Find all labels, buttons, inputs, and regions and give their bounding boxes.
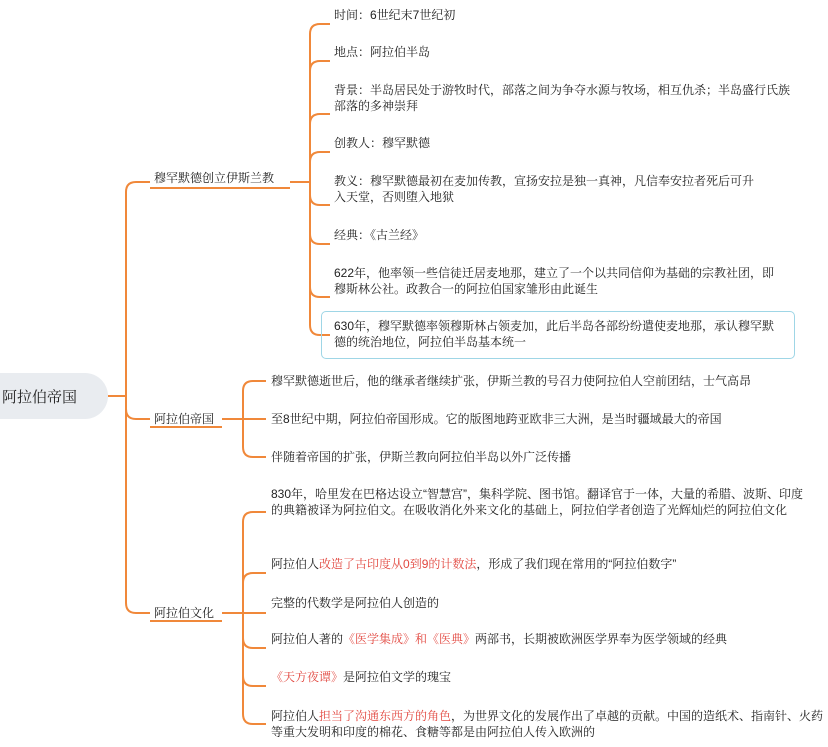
leaf-algebra[interactable] (271, 595, 811, 611)
branch3-link-3 (243, 613, 266, 648)
branch1-link-5 (310, 182, 330, 244)
branch3-link-5 (243, 613, 266, 724)
leaf-text: 创教人：穆罕默德 (334, 136, 431, 150)
leaf-time[interactable] (334, 7, 804, 23)
leaf-doctrine[interactable] (334, 173, 754, 205)
branch-label: 阿拉伯帝国 (154, 412, 215, 426)
root-link-0 (126, 182, 150, 396)
branch2-link-0 (243, 381, 266, 419)
leaf-text: 两部书，长期被欧洲医学界奉为医学领域的经典 (475, 632, 728, 646)
branch3-link-1 (243, 573, 266, 613)
branch1-link-1 (310, 61, 330, 182)
leaf-text: ，为世界文化的发展作出了卓越的贡献。中国的造纸术、指南针、火药等重大发明和印度的棉花、食糖等都是由阿拉伯人传入欧洲的 (271, 709, 824, 739)
highlight-text: 担当了沟通东西方的角色 (319, 709, 452, 723)
leaf-text: 时间：6世纪末7世纪初 (334, 8, 456, 22)
leaf-text: 背景：半岛居民处于游牧时代，部落之间为争夺水源与牧场，相互仇杀；半岛盛行氏族部落的多神崇拜 (334, 83, 791, 113)
branch-node-culture[interactable] (154, 605, 214, 621)
branch-label: 阿拉伯文化 (154, 606, 215, 620)
leaf-founder[interactable] (334, 135, 804, 151)
leaf-text: 经典：《古兰经》 (334, 228, 425, 242)
leaf-east-west[interactable] (271, 708, 824, 740)
leaf-text: 阿拉伯人著的 (271, 632, 344, 646)
leaf-spread[interactable] (271, 449, 811, 465)
leaf-text: 阿拉伯人 (271, 557, 320, 571)
leaf-medicine[interactable] (271, 631, 816, 647)
leaf-text: 完整的代数学是阿拉伯人创造的 (271, 596, 440, 610)
leaf-630[interactable] (334, 318, 786, 350)
leaf-formation[interactable] (271, 411, 811, 427)
root-label: 阿拉伯帝国 (2, 388, 78, 406)
branch2-link-2 (243, 419, 266, 457)
leaf-text: 阿拉伯人 (271, 709, 320, 723)
leaf-text: 是阿拉伯文学的瑰宝 (343, 670, 452, 684)
leaf-expansion[interactable] (271, 373, 811, 389)
branch1-link-2 (310, 114, 330, 182)
branch1-link-4 (310, 182, 330, 205)
branch-node-empire[interactable] (154, 411, 214, 427)
leaf-text: 630年，穆罕默德率领穆斯林占领麦加，此后半岛各部纷纷遣使麦地那，承认穆罕默德的统治地位，阿拉伯半岛基本统一 (334, 319, 775, 349)
branch-label: 穆罕默德创立伊斯兰教 (154, 171, 275, 185)
branch1-link-3 (310, 152, 330, 182)
leaf-text: 830年，哈里发在巴格达设立“智慧宫”，集科学院、图书馆。翻译官于一体，大量的希腊、波斯、印度的典籍被译为阿拉伯文。在吸收消化外来文化的基础上，阿拉伯学者创造了光辉灿烂的阿拉伯文化 (271, 487, 804, 517)
leaf-text: 穆罕默德逝世后，他的继承者继续扩张，伊斯兰教的号召力使阿拉伯人空前团结，士气高昂 (271, 374, 752, 388)
branch3-link-0 (243, 512, 266, 613)
leaf-text: 伴随着帝国的扩张，伊斯兰教向阿拉伯半岛以外广泛传播 (271, 450, 572, 464)
branch-node-islam[interactable] (154, 170, 274, 186)
highlight-text: 改造了古印度从0到9的计数法 (319, 557, 477, 571)
root-node[interactable] (0, 373, 108, 419)
leaf-text: ，形成了我们现在常用的“阿拉伯数字” (476, 557, 677, 571)
branch3-link-4 (243, 613, 266, 686)
root-link-1 (126, 396, 150, 419)
leaf-background[interactable] (334, 82, 794, 114)
highlight-text: 《医学集成》和《医典》 (343, 632, 476, 646)
leaf-text: 622年，他率领一些信徒迁居麦地那，建立了一个以共同信仰为基础的宗教社团，即穆斯林公社。政教合一的阿拉伯国家雏形由此诞生 (334, 266, 775, 296)
leaf-numerals[interactable] (271, 556, 816, 572)
branch1-link-0 (310, 24, 330, 182)
leaf-622[interactable] (334, 265, 786, 297)
root-link-2 (126, 396, 150, 613)
leaf-text: 教义：穆罕默德最初在麦加传教，宣扬安拉是独一真神，凡信奉安拉者死后可升入天堂，否则堕入地狱 (334, 174, 755, 204)
leaf-arabian-nights[interactable] (271, 669, 816, 685)
leaf-text: 地点：阿拉伯半岛 (334, 45, 431, 59)
highlight-text: 《天方夜谭》 (271, 670, 344, 684)
branch1-link-6 (310, 182, 330, 297)
leaf-house-of-wisdom[interactable] (271, 486, 811, 518)
leaf-place[interactable] (334, 44, 804, 60)
leaf-text: 至8世纪中期，阿拉伯帝国形成。它的版图地跨亚欧非三大洲，是当时疆域最大的帝国 (271, 412, 722, 426)
leaf-scripture[interactable] (334, 227, 804, 243)
